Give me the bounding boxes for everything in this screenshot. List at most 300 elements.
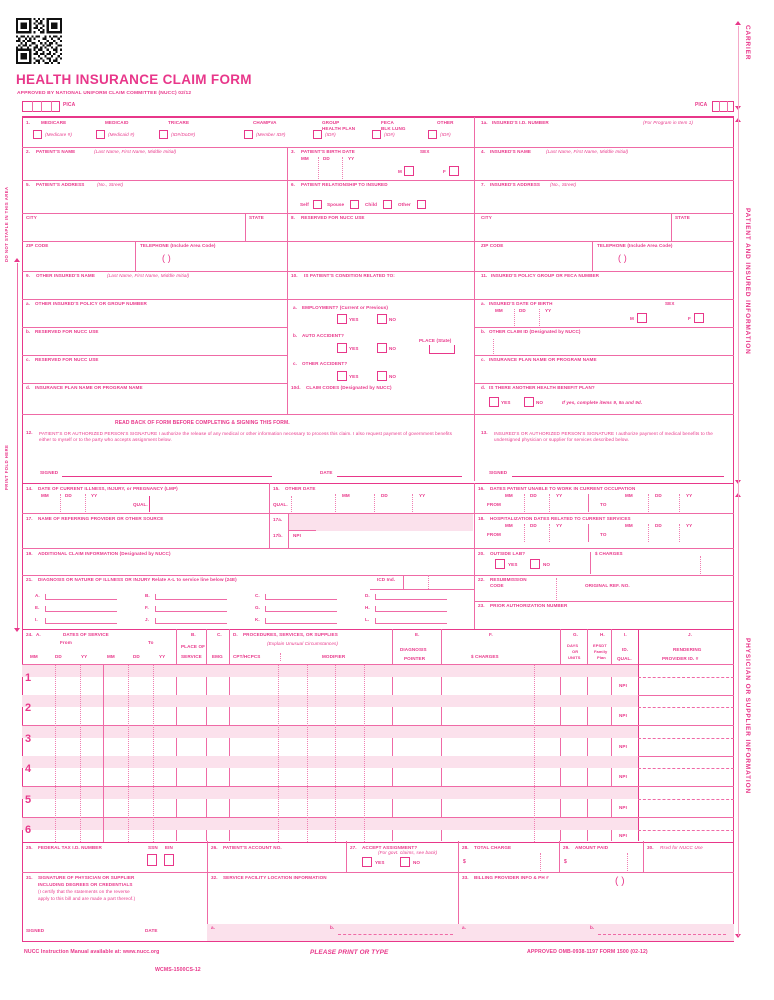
field1a-input[interactable] [477, 128, 732, 148]
service-row-number-5: 5 [25, 794, 32, 806]
service-col-b-title: PLACE OF [181, 644, 206, 649]
right-margin-patient-insured: PATIENT AND INSURED INFORMATION [744, 208, 751, 355]
field21-pointer-d-label: D. [365, 593, 370, 598]
field6-self-checkbox[interactable] [313, 200, 322, 209]
field6-child-label: Child [365, 202, 377, 207]
field11a-m-checkbox[interactable] [637, 313, 647, 323]
field32b-dash [338, 934, 453, 935]
field25-ein-label: EIN [165, 845, 173, 850]
footer-center: PLEASE PRINT OR TYPE [310, 949, 389, 956]
field9b-number: b. [26, 329, 31, 334]
field9-number: 9. [26, 273, 31, 278]
field14-sep1 [60, 494, 61, 512]
field1-other-checkbox[interactable] [428, 130, 437, 139]
row-rule-f11 [474, 299, 734, 300]
field8-extra-input[interactable] [291, 251, 466, 269]
field22-orig-label: ORIGINAL REF. NO. [585, 583, 630, 588]
field25-26-divider [207, 841, 208, 872]
field32-input[interactable] [211, 884, 451, 924]
field27-yes-checkbox[interactable] [362, 857, 372, 867]
field18-fromto-divider [588, 524, 589, 542]
service-col-d-title: PROCEDURES, SERVICES, OR SUPPLIES [243, 632, 338, 637]
service-date-tick-2 [80, 665, 81, 842]
field17a-qual-box[interactable] [288, 514, 316, 531]
field17-input[interactable] [26, 524, 266, 548]
field1-medicare-checkbox[interactable] [33, 130, 42, 139]
field9d-number: d. [26, 385, 31, 390]
service-mod-tick-3 [335, 665, 336, 842]
service-row-input-1[interactable] [36, 677, 638, 695]
field21-pointer-e-tick [45, 606, 46, 612]
pica-right-label: PICA [695, 102, 708, 108]
field7-city-state-divider [671, 213, 672, 241]
field2-label: PATIENT'S NAME [36, 149, 76, 154]
field5-zip-label: ZIP CODE [26, 243, 49, 248]
service-divider-j [638, 629, 639, 841]
field6-number: 6. [291, 182, 296, 187]
service-col-e-title: DIAGNOSIS [400, 647, 427, 652]
field20-no-checkbox[interactable] [530, 559, 540, 569]
service-row-number-2: 2 [25, 702, 32, 714]
field5-city-input[interactable] [26, 223, 236, 239]
field26-27-divider [346, 841, 347, 872]
field28-29-divider [559, 841, 560, 872]
field7-zip-label: ZIP CODE [481, 243, 504, 248]
field7-zip-tel-divider [592, 241, 593, 271]
field21-pointer-j-label: J. [145, 617, 150, 622]
field31-signature-input[interactable] [26, 905, 201, 927]
field17a-label: 17a. [273, 517, 283, 522]
field7-number: 7. [481, 182, 486, 187]
service-row-shade-4 [22, 756, 638, 768]
field5-6-divider [287, 180, 288, 213]
service-col-d-letter: D. [233, 632, 238, 637]
field18-dd1: DD [530, 523, 537, 528]
field10d-label: CLAIM CODES (Designated by NUCC) [306, 385, 392, 390]
field5-tel-paren: ( ) [162, 253, 171, 263]
field1-medicaid-label: MEDICAID [105, 120, 129, 125]
field25-ssn-checkbox[interactable] [147, 854, 157, 866]
row-rule-f21-bottom [22, 629, 734, 630]
row-rule-f11a [474, 327, 734, 328]
field21-pointer-i-line[interactable] [45, 623, 117, 624]
field7-tel-paren: ( ) [618, 253, 627, 263]
field12-signed-line[interactable] [62, 476, 272, 477]
field11-input[interactable] [477, 281, 732, 298]
service-row-shade-5 [22, 787, 638, 799]
field16-yy2: YY [686, 493, 693, 498]
field10b-number: b. [293, 333, 298, 338]
service-col-c-letter: C. [217, 632, 222, 637]
field21-label: DIAGNOSIS OR NATURE OF ILLNESS OR INJURY Relate A-L to service line below (24E) [38, 577, 237, 582]
field13-signed-line[interactable] [512, 476, 724, 477]
field20-no-label: NO [543, 562, 551, 567]
field10d-input[interactable] [291, 393, 466, 411]
field27-label: ACCEPT ASSIGNMENT? [362, 845, 418, 850]
field7-address-input[interactable] [477, 190, 732, 212]
field6-spouse-checkbox[interactable] [350, 200, 359, 209]
field30-number: 30. [647, 845, 654, 850]
field9c-number: c. [26, 357, 31, 362]
field11b-sep [493, 339, 494, 354]
field1-feca-label2: BLK LUNG [381, 125, 406, 131]
field6-other-checkbox[interactable] [417, 200, 426, 209]
field33b-dash [598, 934, 726, 935]
field3-sex-m-label: M [398, 169, 402, 174]
row-rule-f9d [22, 414, 734, 415]
field21-pointer-a-label: A. [35, 593, 40, 598]
field21-pointer-b-tick [155, 594, 156, 600]
field31-line3: (I certify that the statements on the reverse [38, 889, 130, 894]
field21-pointer-c-tick [265, 594, 266, 600]
field16-to-label: TO [600, 502, 607, 507]
field11a-f-checkbox[interactable] [694, 313, 704, 323]
field27-28-divider [458, 841, 459, 872]
field28-label: TOTAL CHARGE [474, 845, 512, 850]
field23-input[interactable] [478, 611, 730, 628]
field1-medicaid-checkbox[interactable] [96, 130, 105, 139]
field11b-input[interactable] [498, 337, 730, 354]
service-col-i-title: ID. [622, 647, 629, 652]
field25-label: FEDERAL TAX I.D. NUMBER [38, 845, 102, 850]
field5-city-label: CITY [26, 215, 37, 220]
row-rule-f5 [22, 213, 734, 214]
field8-input[interactable] [291, 223, 466, 239]
fold-line-left [17, 263, 18, 628]
service-row-shade-3 [22, 726, 638, 738]
pica-left-divider-3 [51, 101, 52, 112]
field27-no-checkbox[interactable] [400, 857, 410, 867]
field6-self-label: Self [300, 202, 309, 207]
field11-label: INSURED'S POLICY GROUP OR FECA NUMBER [491, 273, 600, 278]
row-rule-f25 [22, 872, 734, 873]
field20-yes-checkbox[interactable] [495, 559, 505, 569]
field9c-input[interactable] [26, 365, 281, 382]
field9d-input[interactable] [26, 393, 281, 411]
field10b-yes-checkbox[interactable] [337, 343, 347, 353]
field9-10-divider [287, 271, 288, 414]
service-row-shade-1 [22, 665, 638, 677]
lower-column-divider [474, 483, 475, 629]
field10-number: 10. [291, 273, 298, 278]
field9a-input[interactable] [26, 309, 281, 326]
field11d-hint: If yes, complete items 9, 9a and 9d. [562, 400, 643, 405]
service-col-e-sub: POINTER [404, 656, 426, 661]
field15-qual-sep [291, 496, 292, 512]
field23-label: PRIOR AUTHORIZATION NUMBER [490, 603, 568, 608]
field22-label-1: RESUBMISSION [490, 577, 527, 582]
field21-pointer-i-label: I. [35, 617, 38, 622]
field21-pointer-k-tick [265, 618, 266, 624]
row-rule-zip [22, 271, 734, 272]
service-col-a-mm2: MM [107, 654, 115, 659]
field7-hint: (No., Street) [550, 182, 577, 187]
field27-no-label: NO [413, 860, 421, 865]
field7-state-input[interactable] [675, 223, 730, 239]
field11d-number: d. [481, 385, 486, 390]
field5-state-f6-divider [287, 213, 288, 241]
row-rule-f9c [22, 383, 287, 384]
field1-champva-checkbox[interactable] [244, 130, 253, 139]
field11a-label: INSURED'S DATE OF BIRTH [489, 301, 553, 306]
service-col-h-title: EPSDT [593, 643, 607, 648]
field10b-place-label: PLACE (State) [419, 338, 452, 343]
field25-ssn-label: SSN [148, 845, 158, 850]
field18-mm2: MM [625, 523, 633, 528]
field21-pointer-c-line[interactable] [265, 599, 337, 600]
service-charge-tick [534, 665, 535, 842]
field9-input[interactable] [26, 281, 281, 298]
field21-pointer-k-line[interactable] [265, 623, 337, 624]
field21-pointer-j-line[interactable] [155, 623, 227, 624]
field21-pointer-h-line[interactable] [375, 611, 447, 612]
field19-input[interactable] [26, 560, 466, 575]
field9b-label: RESERVED FOR NUCC USE [35, 329, 99, 334]
field30-input[interactable] [647, 853, 729, 870]
field21-pointer-d-line[interactable] [375, 599, 447, 600]
field20-charges-cents [700, 556, 701, 574]
field1-tricare-checkbox[interactable] [159, 130, 168, 139]
field13-signed-label: SIGNED [489, 470, 508, 475]
field13-text: INSURED'S OR AUTHORIZED PERSON'S SIGNATURE I authorize payment of medical benefits to the undersigned physician or supplier for services described below. [494, 431, 713, 443]
field3-sex-f-checkbox[interactable] [449, 166, 459, 176]
field21-icd-divider-a [403, 575, 404, 589]
field5-zip-input[interactable] [26, 251, 126, 269]
field5-tel-input[interactable] [195, 251, 280, 269]
field20-charges-label: $ CHARGES [595, 551, 623, 556]
field7-zip-input[interactable] [481, 251, 586, 269]
service-row-input-4[interactable] [36, 768, 638, 786]
field10a-number: a. [293, 305, 298, 310]
field21-pointer-g-line[interactable] [265, 611, 337, 612]
field11d-yes-label: YES [501, 400, 511, 405]
field11d-yes-checkbox[interactable] [489, 397, 499, 407]
field9-hint: (Last Name, First Name, Middle Initial) [107, 273, 190, 278]
field14-mm: MM [41, 493, 49, 498]
field21-pointer-g-tick [265, 606, 266, 612]
field23-number: 23. [478, 603, 485, 608]
field1-tricare-label: TRICARE [168, 120, 190, 125]
field4-input[interactable] [477, 157, 732, 179]
field5-state-label: STATE [249, 215, 264, 220]
field5-tel-label: TELEPHONE (Include Area Code) [140, 243, 216, 248]
field11-number: 11. [481, 273, 488, 278]
footer-code: WCMS-1500CS-12 [155, 967, 201, 973]
service-col-a-yy2: YY [159, 654, 166, 659]
field28-cents-sep [540, 853, 541, 871]
field7-tel-input[interactable] [650, 251, 730, 269]
field25-input[interactable] [26, 853, 141, 870]
field13-number: 13. [481, 430, 488, 435]
consent-heading: READ BACK OF FORM BEFORE COMPLETING & SIGNING THIS FORM. [115, 420, 290, 426]
field21-pointer-l-line[interactable] [375, 623, 447, 624]
field15-sep3 [412, 494, 413, 512]
field11a-number: a. [481, 301, 486, 306]
field21-pointer-g-label: G. [255, 605, 261, 610]
field16-yy1: YY [556, 493, 563, 498]
field11d-label: IS THERE ANOTHER HEALTH BENEFIT PLAN? [489, 385, 595, 390]
field15-mm: MM [342, 493, 350, 498]
field14-yy: YY [91, 493, 98, 498]
field7-tel-label: TELEPHONE (Include Area Code) [597, 243, 673, 248]
field29-30-divider [643, 841, 644, 872]
field33-input[interactable] [462, 890, 727, 924]
service-col-h-sub: Family [594, 649, 608, 654]
service-date-tick-4 [128, 665, 129, 842]
field16-number: 16. [478, 486, 485, 491]
field21-pointer-a-line[interactable] [45, 599, 117, 600]
pica-right-boxes[interactable] [712, 101, 734, 112]
field25-ein-checkbox[interactable] [164, 854, 174, 866]
field21-pointer-b-line[interactable] [155, 599, 227, 600]
row-rule-f9b [22, 355, 287, 356]
service-col-b-letter: B. [191, 632, 196, 637]
field1-feca-sub: (ID#) [384, 132, 395, 137]
left-margin-print-fold: PRINT FOLD HERE [4, 444, 9, 490]
field18-sep3 [648, 524, 649, 542]
field3-sex-m-checkbox[interactable] [404, 166, 414, 176]
service-col-a-to: To [148, 640, 154, 645]
service-row-shade-2 [22, 695, 638, 707]
service-col-j-sub: PROVIDER ID. # [662, 656, 699, 661]
service-col-g-letter: G. [573, 632, 579, 637]
field29-dollar: $ [564, 859, 567, 865]
field20-number: 20. [478, 551, 485, 556]
field1a-number: 1a. [481, 120, 488, 125]
field15-label: OTHER DATE [285, 486, 316, 491]
field9b-input[interactable] [26, 337, 281, 354]
service-row-npi-3: NPI [619, 744, 627, 749]
field26-input[interactable] [211, 853, 341, 870]
field15-sep2 [374, 494, 375, 512]
field30-label: Rsvd for NUCC Use [660, 845, 703, 850]
field5-state-input[interactable] [249, 223, 283, 239]
field21-icd-underline [370, 589, 474, 590]
row-rule-f22 [474, 601, 734, 602]
field1a-label: INSURED'S I.D. NUMBER [492, 120, 549, 125]
field31-number: 31. [26, 875, 33, 880]
service-col-a-dd1: DD [55, 654, 62, 659]
field21-pointer-f-line[interactable] [155, 611, 227, 612]
field14-label: DATE OF CURRENT ILLNESS, INJURY, or PREGNANCY (LMP) [38, 486, 178, 491]
field29-cents-sep [627, 853, 628, 871]
field21-pointer-e-line[interactable] [45, 611, 117, 612]
field16-sep2 [549, 494, 550, 512]
field17a-input[interactable] [316, 514, 473, 531]
form-bottom-rule [22, 941, 734, 942]
field21-number: 21. [26, 577, 33, 582]
field6-label: PATIENT RELATIONSHIP TO INSURED [301, 182, 388, 187]
field6-child-checkbox[interactable] [383, 200, 392, 209]
field2-input[interactable] [26, 157, 276, 179]
field10c-no-checkbox[interactable] [377, 371, 387, 381]
field11a-yy: YY [545, 308, 552, 313]
service-row-number-3: 3 [25, 733, 32, 745]
field17b-npi-divider [288, 531, 289, 548]
field21-pointer-a-tick [45, 594, 46, 600]
footer-right: APPROVED OMB-0938-1197 FORM 1500 (02-12) [527, 949, 648, 955]
service-row-input-5[interactable] [36, 799, 638, 817]
field31-line4: apply to this bill and are made a part thereof.) [38, 896, 136, 901]
right-margin-carrier: CARRIER [744, 25, 751, 61]
service-row-input-2[interactable] [36, 707, 638, 725]
field17b-npi-label: NPI [293, 533, 301, 538]
field12-text: PATIENT'S OR AUTHORIZED PERSON'S SIGNATURE I authorize the release of any medical or other information necessary to process this claim. I also request payment of government benefits either to myself or to the party who accepts assignment below. [39, 431, 453, 443]
field18-sep2 [549, 524, 550, 542]
field12-date-line[interactable] [337, 476, 462, 477]
field1-group-sub: (ID#) [325, 132, 336, 137]
field10b-place-input[interactable] [429, 345, 455, 354]
field26-number: 26. [211, 845, 218, 850]
service-row-npi-2: NPI [619, 713, 627, 718]
field11d-no-checkbox[interactable] [524, 397, 534, 407]
field1-group-checkbox[interactable] [313, 130, 322, 139]
field2-number: 2. [26, 149, 31, 154]
field12-date-label: DATE [320, 470, 333, 475]
service-row-input-6[interactable] [36, 830, 638, 842]
field11d-no-label: NO [536, 400, 544, 405]
field10a-yes-checkbox[interactable] [337, 314, 347, 324]
field27-number: 27. [350, 845, 357, 850]
field7-city-input[interactable] [481, 223, 661, 239]
field9c-label: RESERVED FOR NUCC USE [35, 357, 99, 362]
field11a-m-label: M [630, 316, 634, 321]
field17b-label: 17b. [273, 533, 283, 538]
field7-label: INSURED'S ADDRESS [490, 182, 541, 187]
field18-yy2: YY [686, 523, 693, 528]
field33-number: 33. [462, 875, 469, 880]
field27-yes-label: YES [375, 860, 385, 865]
field10b-no-checkbox[interactable] [377, 343, 387, 353]
service-col-h-letter: H. [600, 632, 605, 637]
field10d-number: 10d. [291, 385, 301, 390]
field11a-sep2 [539, 309, 540, 326]
service-row-j-dash-6 [638, 830, 734, 831]
field9-label: OTHER INSURED'S NAME [36, 273, 95, 278]
field32-label: SERVICE FACILITY LOCATION INFORMATION [223, 875, 327, 880]
field14-number: 14. [26, 486, 33, 491]
field20-label: OUTSIDE LAB? [490, 551, 526, 556]
field29-label: AMOUNT PAID [575, 845, 609, 850]
field21-pointer-l-label: L. [365, 617, 370, 622]
field5-address-input[interactable] [26, 190, 276, 212]
row-rule-f9a [22, 327, 287, 328]
field18-sep4 [679, 524, 680, 542]
field17b-input[interactable] [310, 531, 473, 548]
field1-feca-checkbox[interactable] [372, 130, 381, 139]
field22-number: 22. [478, 577, 485, 582]
field10a-no-checkbox[interactable] [377, 314, 387, 324]
field11a-sex-label: SEX [665, 301, 675, 306]
field10c-yes-checkbox[interactable] [337, 371, 347, 381]
field32-number: 32. [211, 875, 218, 880]
service-col-a-from: From [60, 640, 72, 645]
field11c-input[interactable] [477, 365, 732, 382]
field16-label: DATES PATIENT UNABLE TO WORK IN CURRENT OCCUPATION [490, 486, 636, 491]
field3-number: 3. [291, 149, 296, 154]
field10a-label: EMPLOYMENT? (Current or Previous) [302, 305, 388, 310]
service-col-a-yy1: YY [81, 654, 88, 659]
field14-qual-input[interactable] [149, 496, 175, 512]
service-row-input-3[interactable] [36, 738, 638, 756]
field18-to-label: TO [600, 532, 607, 537]
field11b-number: b. [481, 329, 486, 334]
field1-other-sub: (ID#) [440, 132, 451, 137]
section-divider-rule [22, 483, 734, 484]
service-row-npi-6: NPI [619, 833, 627, 838]
right-margin-rule [738, 26, 739, 936]
field28-number: 28. [462, 845, 469, 850]
